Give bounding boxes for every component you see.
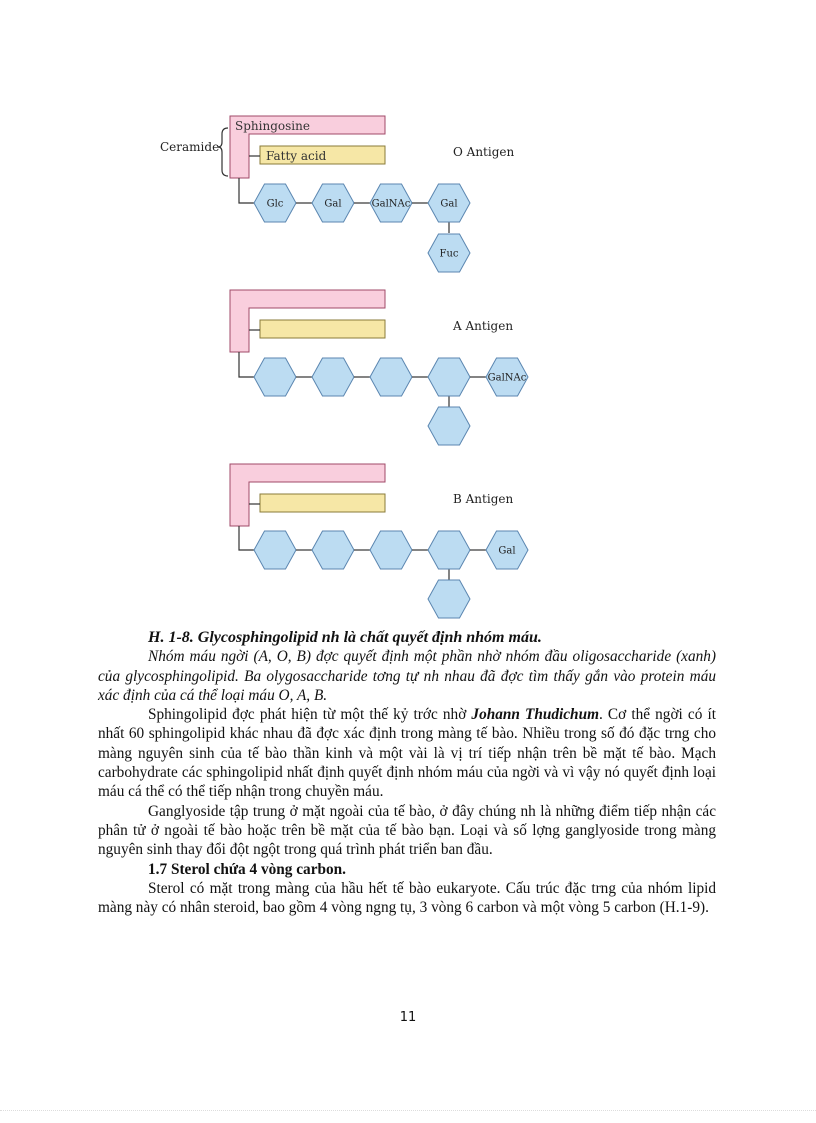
svg-text:Fuc: Fuc: [439, 248, 459, 260]
chain-link: [239, 178, 254, 203]
sugar-hex: [428, 531, 470, 569]
figure-caption: H. 1-8. Glycosphingolipid nh là chất quyết định nhóm máu.: [148, 629, 542, 646]
sphingosine-label: Sphingosine: [235, 119, 310, 133]
author-name: Johann Thudichum: [471, 706, 599, 724]
a-antigen-structure: [230, 290, 528, 445]
paragraph-blood-groups: Nhóm máu ngời (A, O, B) đợc quyết định một phần nhờ nhóm đầu oligosaccharide (xanh) của glycosphingolipid. Ba olygosaccharide tơng tự nh nhau đã đợc tìm thấy gắn vào protein máu xác định của cá thể loại máu O, A, B.: [98, 648, 716, 704]
page-number: 11: [399, 1010, 417, 1025]
sugar-hex: [370, 358, 412, 396]
sugar-gal-terminal: [486, 531, 528, 569]
sugar-hex: [312, 358, 354, 396]
sugar-hex: [254, 358, 296, 396]
ceramide-brace: [218, 128, 228, 176]
section-heading: 1.7 Sterol chứa 4 vòng carbon.: [148, 860, 346, 878]
paragraph-sphingolipid: Sphingolipid đợc phát hiện từ một thế kỷ trớc nhờ Johann Thudichum. Cơ thể ngời có ít nhất 60 sphingolipid khác nhau đã đợc xác định trong màng tế bào. Nhiều trong số đó đặc trng cho màng nguyên sinh của tế bào thần kinh và một vài là vị trí tiếp nhận trên bề mặt tế bào. Mạch carbohydrate các sphingolipid nhất định quyết định nhóm máu của ngời và vì vậy nó quyết định loại máu cá thể có thể tiếp nhận trong chuyền máu.: [98, 706, 716, 801]
body-text: [98, 628, 716, 917]
sugar-hex: [370, 531, 412, 569]
sugar-fuc: [428, 234, 470, 272]
sugar-galnac: [370, 184, 412, 222]
svg-text:Gal: Gal: [324, 198, 342, 210]
page-bottom-divider: [0, 1110, 816, 1111]
svg-text:Gal: Gal: [498, 545, 516, 557]
sugar-gal-2: [428, 184, 470, 222]
svg-text:GalNAc: GalNAc: [487, 372, 527, 384]
sugar-hex: [254, 531, 296, 569]
a-antigen-title: A Antigen: [453, 319, 514, 333]
paragraph-ganglyoside: Ganglyoside tập trung ở mặt ngoài của tế bào, ở đây chúng nh là những điểm tiếp nhận các phân tử ở ngoài tế bào hoặc trên bề mặt của tế bào bạn. Loại và số lợng ganglyoside trong màng nguyên sinh thay đổi đột ngột trong quá trình phát triển ban đầu.: [98, 802, 716, 859]
svg-text:Gal: Gal: [440, 198, 458, 210]
paragraph-sterol: Sterol có mặt trong màng của hầu hết tế bào eukaryote. Cấu trúc đặc trng của nhóm lipid màng này có nhân steroid, bao gồm 4 vòng ngng tụ, 3 vòng 6 carbon và một vòng 5 carbon (H.1-9).: [98, 879, 716, 917]
sugar-galnac-terminal: [486, 358, 528, 396]
b-antigen-title: B Antigen: [453, 492, 514, 506]
sugar-hex: [312, 531, 354, 569]
svg-text:GalNAc: GalNAc: [371, 198, 411, 210]
b-antigen-structure: [230, 464, 528, 618]
sugar-hex: [428, 358, 470, 396]
svg-text:Glc: Glc: [266, 198, 284, 210]
sugar-hex-branch: [428, 407, 470, 445]
fatty-acid-block: [260, 320, 385, 338]
fatty-acid-label: Fatty acid: [266, 149, 327, 163]
ceramide-label: Ceramide: [160, 140, 220, 154]
sugar-gal: [312, 184, 354, 222]
o-antigen-structure: [160, 116, 514, 272]
sugar-glc: [254, 184, 296, 222]
fatty-acid-block: [260, 494, 385, 512]
o-antigen-title: O Antigen: [453, 145, 515, 159]
sugar-hex-branch: [428, 580, 470, 618]
